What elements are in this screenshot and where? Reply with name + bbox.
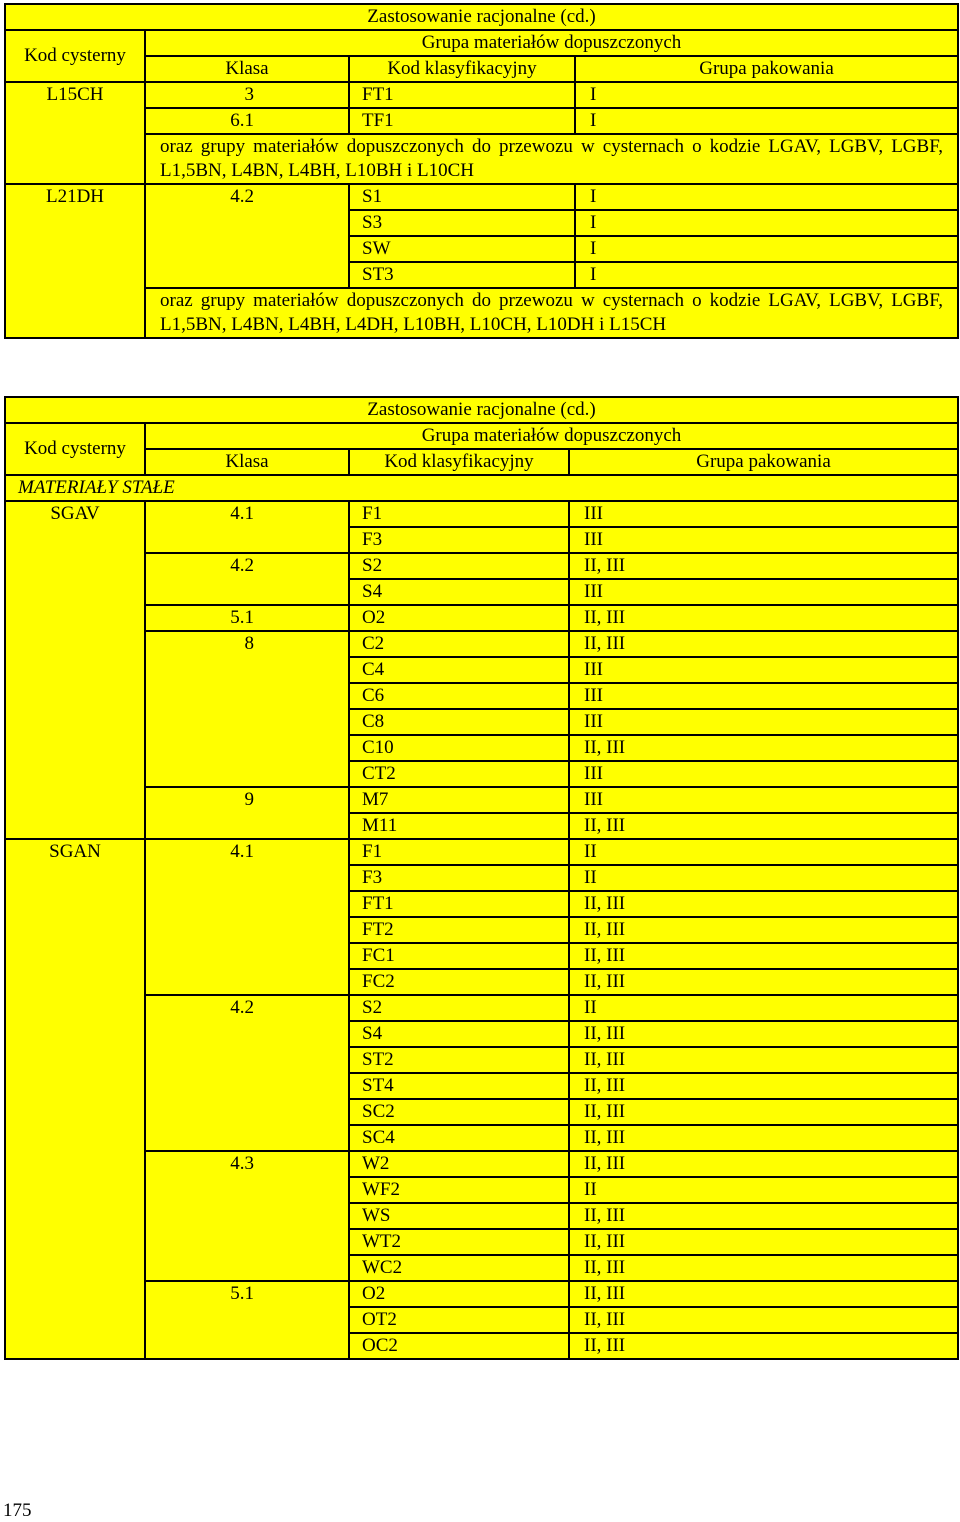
note-cell: oraz grupy materiałów dopuszczonych do przewozu w cysternach o kodzie LGAV, LGBV, LGBF, L1,5BN, L4BN, L4BH, L10BH i L10CH: [145, 134, 958, 184]
kod-klasyfikacyjny-cell: M7: [349, 787, 569, 813]
grupa-pakowania-cell: III: [569, 787, 958, 813]
kod-klasyfikacyjny-cell: F3: [349, 865, 569, 891]
table-row: [5, 501, 958, 527]
kod-klasyfikacyjny-cell: S1: [349, 184, 575, 210]
grupa-pakowania-cell: I: [575, 82, 958, 108]
note-cell: oraz grupy materiałów dopuszczonych do przewozu w cysternach o kodzie LGAV, LGBV, LGBF, L1,5BN, L4BN, L4BH, L4DH, L10BH, L10CH, L10DH i L15CH: [145, 288, 958, 338]
grupa-pakowania-cell: II: [569, 839, 958, 865]
kod-klasyfikacyjny-cell: C10: [349, 735, 569, 761]
grupa-pakowania-cell: II, III: [569, 605, 958, 631]
table2-body: [5, 397, 958, 1359]
kod-klasyfikacyjny-cell: S4: [349, 1021, 569, 1047]
grupa-pakowania-cell: I: [575, 210, 958, 236]
col-header-kod-klasyfikacyjny: Kod klasyfikacyjny: [349, 56, 575, 82]
table-caption: Zastosowanie racjonalne (cd.): [5, 397, 958, 423]
table-row: [5, 184, 958, 210]
kod-klasyfikacyjny-cell: O2: [349, 605, 569, 631]
grupa-pakowania-cell: II, III: [569, 917, 958, 943]
grupa-pakowania-cell: I: [575, 184, 958, 210]
table-row: [5, 134, 958, 184]
grupa-pakowania-cell: II, III: [569, 1229, 958, 1255]
col-header-kod-cysterny: Kod cysterny: [5, 30, 145, 82]
kod-klasyfikacyjny-cell: M11: [349, 813, 569, 839]
grupa-pakowania-cell: III: [569, 709, 958, 735]
col-header-klasa: Klasa: [145, 449, 349, 475]
grupa-pakowania-cell: III: [569, 761, 958, 787]
grupa-pakowania-cell: II, III: [569, 891, 958, 917]
klasa-cell: 4.2: [145, 184, 349, 288]
grupa-pakowania-cell: II: [569, 865, 958, 891]
kod-klasyfikacyjny-cell: OC2: [349, 1333, 569, 1359]
grupa-pakowania-cell: II, III: [569, 735, 958, 761]
table-row: [5, 631, 958, 657]
kod-klasyfikacyjny-cell: CT2: [349, 761, 569, 787]
kod-klasyfikacyjny-cell: O2: [349, 1281, 569, 1307]
col-header-klasa: Klasa: [145, 56, 349, 82]
table-row: [5, 1151, 958, 1177]
klasa-cell: 8: [145, 631, 349, 787]
grupa-pakowania-cell: II, III: [569, 1099, 958, 1125]
group-header: Grupa materiałów dopuszczonych: [145, 423, 958, 449]
group-header: Grupa materiałów dopuszczonych: [145, 30, 958, 56]
grupa-pakowania-cell: I: [575, 262, 958, 288]
grupa-pakowania-cell: II, III: [569, 1047, 958, 1073]
kod-klasyfikacyjny-cell: C6: [349, 683, 569, 709]
kod-klasyfikacyjny-cell: F3: [349, 527, 569, 553]
grupa-pakowania-cell: III: [569, 579, 958, 605]
grupa-pakowania-cell: II, III: [569, 631, 958, 657]
table-row: [5, 288, 958, 338]
klasa-cell: 5.1: [145, 1281, 349, 1359]
table-caption: Zastosowanie racjonalne (cd.): [5, 4, 958, 30]
klasa-cell: 4.1: [145, 839, 349, 995]
kod-cysterny-cell: L21DH: [5, 184, 145, 338]
kod-klasyfikacyjny-cell: ST3: [349, 262, 575, 288]
grupa-pakowania-cell: II, III: [569, 1073, 958, 1099]
kod-cysterny-cell: SGAN: [5, 839, 145, 1359]
kod-klasyfikacyjny-cell: S2: [349, 553, 569, 579]
kod-klasyfikacyjny-cell: FT2: [349, 917, 569, 943]
grupa-pakowania-cell: II, III: [569, 813, 958, 839]
kod-klasyfikacyjny-cell: ST2: [349, 1047, 569, 1073]
kod-klasyfikacyjny-cell: TF1: [349, 108, 575, 134]
klasa-cell: 4.2: [145, 553, 349, 605]
kod-klasyfikacyjny-cell: WC2: [349, 1255, 569, 1281]
kod-klasyfikacyjny-cell: W2: [349, 1151, 569, 1177]
page-number: 175: [3, 1500, 32, 1521]
kod-cysterny-cell: L15CH: [5, 82, 145, 184]
table-row: [5, 82, 958, 108]
table-zastosowanie-2: [4, 396, 959, 1360]
table-row: [5, 553, 958, 579]
grupa-pakowania-cell: II, III: [569, 553, 958, 579]
col-header-grupa-pakowania: Grupa pakowania: [569, 449, 958, 475]
kod-klasyfikacyjny-cell: WF2: [349, 1177, 569, 1203]
grupa-pakowania-cell: III: [569, 527, 958, 553]
table1-body: [5, 4, 958, 338]
table-row: [5, 787, 958, 813]
col-header-kod-klasyfikacyjny: Kod klasyfikacyjny: [349, 449, 569, 475]
kod-klasyfikacyjny-cell: C8: [349, 709, 569, 735]
kod-klasyfikacyjny-cell: FC1: [349, 943, 569, 969]
grupa-pakowania-cell: II, III: [569, 1151, 958, 1177]
klasa-cell: 5.1: [145, 605, 349, 631]
table-row: [5, 839, 958, 865]
grupa-pakowania-cell: II, III: [569, 1125, 958, 1151]
grupa-pakowania-cell: III: [569, 657, 958, 683]
klasa-cell: 4.2: [145, 995, 349, 1151]
section-label: MATERIAŁY STAŁE: [5, 475, 958, 501]
table-row: [5, 995, 958, 1021]
kod-cysterny-cell: SGAV: [5, 501, 145, 839]
grupa-pakowania-cell: II, III: [569, 1333, 958, 1359]
klasa-cell: 3: [145, 82, 349, 108]
kod-klasyfikacyjny-cell: SC2: [349, 1099, 569, 1125]
kod-klasyfikacyjny-cell: OT2: [349, 1307, 569, 1333]
table-row: [5, 605, 958, 631]
grupa-pakowania-cell: III: [569, 683, 958, 709]
kod-klasyfikacyjny-cell: F1: [349, 839, 569, 865]
kod-klasyfikacyjny-cell: S2: [349, 995, 569, 1021]
kod-klasyfikacyjny-cell: FT1: [349, 82, 575, 108]
grupa-pakowania-cell: I: [575, 108, 958, 134]
grupa-pakowania-cell: II, III: [569, 1281, 958, 1307]
kod-klasyfikacyjny-cell: FT1: [349, 891, 569, 917]
grupa-pakowania-cell: III: [569, 501, 958, 527]
klasa-cell: 9: [145, 787, 349, 839]
grupa-pakowania-cell: II, III: [569, 969, 958, 995]
table-row: [5, 1281, 958, 1307]
kod-klasyfikacyjny-cell: SC4: [349, 1125, 569, 1151]
table-zastosowanie-1: [4, 3, 959, 339]
kod-klasyfikacyjny-cell: ST4: [349, 1073, 569, 1099]
grupa-pakowania-cell: II, III: [569, 1203, 958, 1229]
kod-klasyfikacyjny-cell: WS: [349, 1203, 569, 1229]
kod-klasyfikacyjny-cell: S3: [349, 210, 575, 236]
table-row: [5, 108, 958, 134]
grupa-pakowania-cell: II: [569, 995, 958, 1021]
kod-klasyfikacyjny-cell: C4: [349, 657, 569, 683]
grupa-pakowania-cell: I: [575, 236, 958, 262]
grupa-pakowania-cell: II: [569, 1177, 958, 1203]
grupa-pakowania-cell: II, III: [569, 1307, 958, 1333]
kod-klasyfikacyjny-cell: WT2: [349, 1229, 569, 1255]
klasa-cell: 6.1: [145, 108, 349, 134]
grupa-pakowania-cell: II, III: [569, 1255, 958, 1281]
grupa-pakowania-cell: II, III: [569, 943, 958, 969]
grupa-pakowania-cell: II, III: [569, 1021, 958, 1047]
col-header-kod-cysterny: Kod cysterny: [5, 423, 145, 475]
kod-klasyfikacyjny-cell: C2: [349, 631, 569, 657]
klasa-cell: 4.1: [145, 501, 349, 553]
kod-klasyfikacyjny-cell: S4: [349, 579, 569, 605]
kod-klasyfikacyjny-cell: FC2: [349, 969, 569, 995]
col-header-grupa-pakowania: Grupa pakowania: [575, 56, 958, 82]
kod-klasyfikacyjny-cell: F1: [349, 501, 569, 527]
klasa-cell: 4.3: [145, 1151, 349, 1281]
kod-klasyfikacyjny-cell: SW: [349, 236, 575, 262]
